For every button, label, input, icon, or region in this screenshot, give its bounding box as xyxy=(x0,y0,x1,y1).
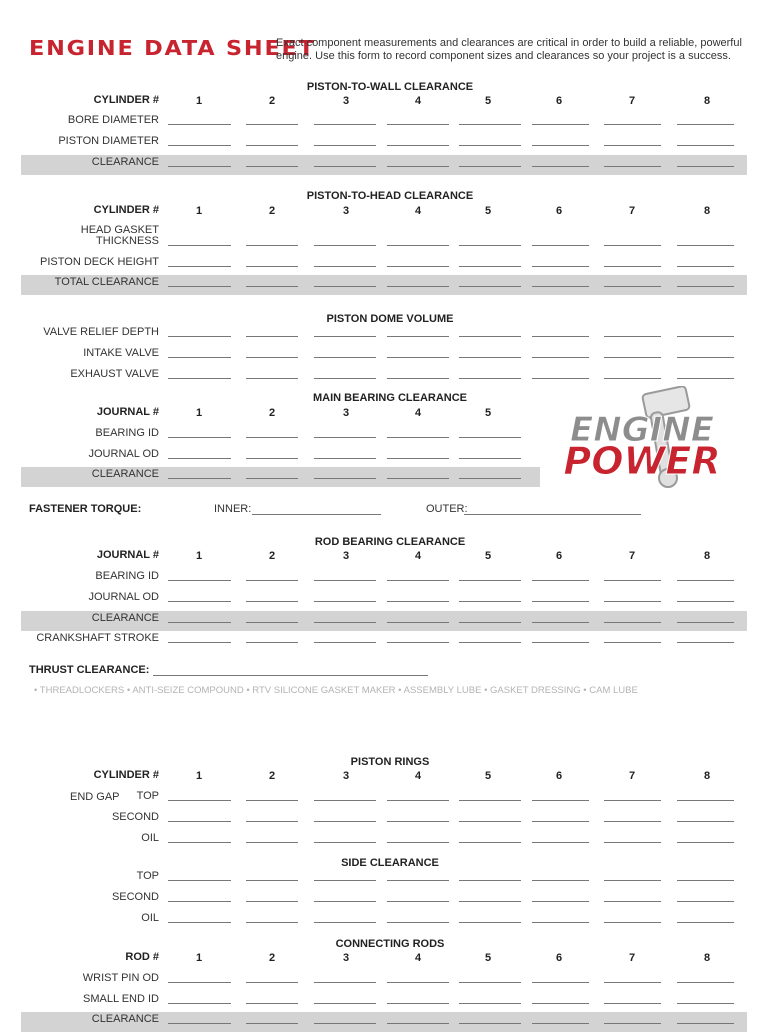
entry-field[interactable] xyxy=(168,266,231,267)
entry-field[interactable] xyxy=(246,286,298,287)
entry-field[interactable] xyxy=(168,478,231,479)
column-number: 8 xyxy=(703,770,711,782)
column-number: 1 xyxy=(195,407,203,419)
entry-field[interactable] xyxy=(604,800,661,801)
entry-field[interactable] xyxy=(314,458,376,459)
entry-field[interactable] xyxy=(532,601,589,602)
entry-field[interactable] xyxy=(604,580,661,581)
column-number: 1 xyxy=(195,205,203,217)
column-number: 2 xyxy=(268,407,276,419)
entry-field[interactable] xyxy=(677,245,734,246)
row-label: JOURNAL OD xyxy=(88,448,159,460)
column-number: 4 xyxy=(414,770,422,782)
row-label: HEAD GASKET xyxy=(80,224,159,236)
entry-field[interactable] xyxy=(532,880,589,881)
row-label: VALVE RELIEF DEPTH xyxy=(43,326,159,338)
section-title: PISTON DOME VOLUME xyxy=(326,313,454,325)
entry-field[interactable] xyxy=(314,1003,376,1004)
logo-text-power: POWER xyxy=(563,439,721,483)
entry-field[interactable] xyxy=(532,901,589,902)
entry-field[interactable] xyxy=(168,580,231,581)
entry-field[interactable] xyxy=(532,622,589,623)
entry-field[interactable] xyxy=(532,286,589,287)
entry-field[interactable] xyxy=(246,166,298,167)
entry-field[interactable] xyxy=(459,800,521,801)
entry-field[interactable] xyxy=(246,601,298,602)
entry-field[interactable] xyxy=(532,580,589,581)
entry-field[interactable] xyxy=(532,982,589,983)
entry-field[interactable] xyxy=(387,842,449,843)
column-number: 4 xyxy=(414,952,422,964)
row-label: CLEARANCE xyxy=(91,468,159,480)
entry-field[interactable] xyxy=(168,842,231,843)
column-header-label: CYLINDER # xyxy=(93,769,159,781)
row-label: THICKNESS xyxy=(96,235,159,247)
column-number: 8 xyxy=(703,550,711,562)
row-label: JOURNAL OD xyxy=(88,591,159,603)
column-number: 4 xyxy=(414,550,422,562)
entry-field[interactable] xyxy=(459,266,521,267)
column-number: 6 xyxy=(555,952,563,964)
entry-field[interactable] xyxy=(168,800,231,801)
entry-field[interactable] xyxy=(677,124,734,125)
entry-field[interactable] xyxy=(168,922,231,923)
entry-field[interactable] xyxy=(604,245,661,246)
entry-field[interactable] xyxy=(532,800,589,801)
row-label: OIL xyxy=(141,912,159,924)
entry-field[interactable] xyxy=(387,982,449,983)
section-title: PISTON-TO-HEAD CLEARANCE xyxy=(306,190,474,202)
entry-field[interactable] xyxy=(168,458,231,459)
entry-field[interactable] xyxy=(314,145,376,146)
row-label: INTAKE VALVE xyxy=(83,347,159,359)
entry-field[interactable] xyxy=(459,437,521,438)
section-title: PISTON RINGS xyxy=(350,756,430,768)
entry-field[interactable] xyxy=(532,842,589,843)
fastener-inner-label: INNER: xyxy=(214,503,252,515)
entry-field[interactable] xyxy=(604,357,661,358)
row-label: END GAP xyxy=(70,791,120,803)
entry-field[interactable] xyxy=(314,880,376,881)
entry-field[interactable] xyxy=(387,901,449,902)
entry-field[interactable] xyxy=(314,821,376,822)
entry-field[interactable] xyxy=(387,478,449,479)
column-number: 2 xyxy=(268,550,276,562)
column-number: 2 xyxy=(268,770,276,782)
entry-field[interactable] xyxy=(604,336,661,337)
thrust-clearance-label: THRUST CLEARANCE: xyxy=(29,664,150,676)
entry-field[interactable] xyxy=(604,901,661,902)
entry-field[interactable] xyxy=(532,378,589,379)
entry-field[interactable] xyxy=(168,357,231,358)
entry-field[interactable] xyxy=(459,901,521,902)
entry-field[interactable] xyxy=(604,982,661,983)
column-header-label: JOURNAL # xyxy=(96,549,159,561)
row-label: SMALL END ID xyxy=(82,993,159,1005)
entry-field[interactable] xyxy=(246,437,298,438)
section-title: SIDE CLEARANCE xyxy=(341,857,439,869)
column-number: 6 xyxy=(555,205,563,217)
column-number: 7 xyxy=(628,205,636,217)
entry-field[interactable] xyxy=(168,124,231,125)
entry-field[interactable] xyxy=(677,580,734,581)
entry-field[interactable] xyxy=(387,800,449,801)
column-number: 5 xyxy=(484,407,492,419)
entry-field[interactable] xyxy=(532,266,589,267)
entry-field[interactable] xyxy=(387,124,449,125)
section-title: CONNECTING RODS xyxy=(335,938,445,950)
entry-field[interactable] xyxy=(387,880,449,881)
row-label: CLEARANCE xyxy=(91,1013,159,1025)
column-number: 2 xyxy=(268,205,276,217)
column-number: 3 xyxy=(342,770,350,782)
entry-field[interactable] xyxy=(314,901,376,902)
row-label: OIL xyxy=(141,832,159,844)
entry-field[interactable] xyxy=(459,124,521,125)
entry-field[interactable] xyxy=(459,286,521,287)
entry-field[interactable] xyxy=(532,1003,589,1004)
entry-field[interactable] xyxy=(314,286,376,287)
entry-field[interactable] xyxy=(532,821,589,822)
entry-field[interactable] xyxy=(168,982,231,983)
row-label: WRIST PIN OD xyxy=(82,972,159,984)
entry-field[interactable] xyxy=(168,880,231,881)
column-number: 5 xyxy=(484,550,492,562)
entry-field[interactable] xyxy=(677,922,734,923)
entry-field[interactable] xyxy=(168,286,231,287)
entry-field[interactable] xyxy=(677,266,734,267)
entry-field[interactable] xyxy=(677,800,734,801)
entry-field[interactable] xyxy=(677,336,734,337)
entry-field[interactable] xyxy=(387,821,449,822)
entry-field[interactable] xyxy=(314,245,376,246)
product-list: • THREADLOCKERS • ANTI-SEIZE COMPOUND • RTV SILICONE GASKET MAKER • ASSEMBLY LUBE • GASKET DRESSING • CAM LUBE xyxy=(34,685,638,696)
thrust-clearance-field[interactable] xyxy=(153,675,428,676)
entry-field[interactable] xyxy=(532,166,589,167)
column-number: 4 xyxy=(414,205,422,217)
column-number: 2 xyxy=(268,952,276,964)
entry-field[interactable] xyxy=(246,800,298,801)
entry-field[interactable] xyxy=(314,266,376,267)
entry-field[interactable] xyxy=(532,642,589,643)
entry-field[interactable] xyxy=(387,1003,449,1004)
entry-field[interactable] xyxy=(604,124,661,125)
entry-field[interactable] xyxy=(314,642,376,643)
entry-field[interactable] xyxy=(314,601,376,602)
entry-field[interactable] xyxy=(168,821,231,822)
entry-field[interactable] xyxy=(246,124,298,125)
entry-field[interactable] xyxy=(459,880,521,881)
entry-field[interactable] xyxy=(604,1003,661,1004)
row-label: PISTON DIAMETER xyxy=(58,135,159,147)
column-number: 7 xyxy=(628,550,636,562)
entry-field[interactable] xyxy=(314,437,376,438)
entry-field[interactable] xyxy=(677,842,734,843)
fastener-outer-field[interactable] xyxy=(464,514,641,515)
row-label: TOP xyxy=(136,790,159,802)
entry-field[interactable] xyxy=(677,642,734,643)
row-label: CLEARANCE xyxy=(91,612,159,624)
intro-text: Exact component measurements and clearances are critical in order to build a reliable, powerful engine. Use this form to record component sizes and clearances so your project is a success. xyxy=(276,37,742,62)
page-title: ENGINE DATA SHEET xyxy=(29,36,316,60)
entry-field[interactable] xyxy=(604,642,661,643)
column-number: 3 xyxy=(342,952,350,964)
entry-field[interactable] xyxy=(459,1003,521,1004)
entry-field[interactable] xyxy=(604,266,661,267)
entry-field[interactable] xyxy=(604,378,661,379)
column-header-label: JOURNAL # xyxy=(96,406,159,418)
entry-field[interactable] xyxy=(168,245,231,246)
column-number: 8 xyxy=(703,952,711,964)
entry-field[interactable] xyxy=(459,580,521,581)
entry-field[interactable] xyxy=(246,580,298,581)
entry-field[interactable] xyxy=(246,378,298,379)
entry-field[interactable] xyxy=(314,336,376,337)
entry-field[interactable] xyxy=(246,821,298,822)
entry-field[interactable] xyxy=(459,458,521,459)
entry-field[interactable] xyxy=(314,124,376,125)
entry-field[interactable] xyxy=(387,437,449,438)
entry-field[interactable] xyxy=(677,601,734,602)
column-number: 8 xyxy=(703,95,711,107)
entry-field[interactable] xyxy=(459,642,521,643)
column-header-label: ROD # xyxy=(125,951,159,963)
row-label: SECOND xyxy=(111,811,159,823)
fastener-torque-label: FASTENER TORQUE: xyxy=(29,503,142,515)
entry-field[interactable] xyxy=(246,245,298,246)
fastener-outer-label: OUTER: xyxy=(426,503,468,515)
entry-field[interactable] xyxy=(168,437,231,438)
entry-field[interactable] xyxy=(532,124,589,125)
entry-field[interactable] xyxy=(459,336,521,337)
column-number: 3 xyxy=(342,205,350,217)
entry-field[interactable] xyxy=(387,601,449,602)
entry-field[interactable] xyxy=(246,458,298,459)
entry-field[interactable] xyxy=(677,166,734,167)
column-number: 2 xyxy=(268,95,276,107)
entry-field[interactable] xyxy=(168,145,231,146)
column-number: 6 xyxy=(555,95,563,107)
column-number: 4 xyxy=(414,95,422,107)
entry-field[interactable] xyxy=(387,266,449,267)
entry-field[interactable] xyxy=(604,880,661,881)
entry-field[interactable] xyxy=(532,357,589,358)
entry-field[interactable] xyxy=(387,922,449,923)
entry-field[interactable] xyxy=(246,336,298,337)
column-header-label: CYLINDER # xyxy=(93,94,159,106)
entry-field[interactable] xyxy=(677,286,734,287)
entry-field[interactable] xyxy=(459,982,521,983)
column-number: 1 xyxy=(195,95,203,107)
entry-field[interactable] xyxy=(387,622,449,623)
row-label: TOP xyxy=(136,870,159,882)
logo-text-engine: ENGINE xyxy=(570,410,714,450)
column-number: 5 xyxy=(484,95,492,107)
entry-field[interactable] xyxy=(246,922,298,923)
column-number: 3 xyxy=(342,407,350,419)
entry-field[interactable] xyxy=(168,601,231,602)
entry-field[interactable] xyxy=(459,478,521,479)
entry-field[interactable] xyxy=(246,880,298,881)
entry-field[interactable] xyxy=(387,642,449,643)
row-label: TOTAL CLEARANCE xyxy=(54,276,159,288)
row-label: CRANKSHAFT STROKE xyxy=(36,632,159,644)
entry-field[interactable] xyxy=(459,922,521,923)
entry-field[interactable] xyxy=(314,478,376,479)
entry-field[interactable] xyxy=(387,378,449,379)
row-label: PISTON DECK HEIGHT xyxy=(40,256,159,268)
entry-field[interactable] xyxy=(246,357,298,358)
column-number: 7 xyxy=(628,770,636,782)
column-number: 8 xyxy=(703,205,711,217)
entry-field[interactable] xyxy=(387,336,449,337)
section-title: ROD BEARING CLEARANCE xyxy=(314,536,466,548)
entry-field[interactable] xyxy=(677,821,734,822)
column-number: 7 xyxy=(628,95,636,107)
entry-field[interactable] xyxy=(387,458,449,459)
entry-field[interactable] xyxy=(246,642,298,643)
column-number: 6 xyxy=(555,550,563,562)
column-number: 5 xyxy=(484,770,492,782)
entry-field[interactable] xyxy=(677,901,734,902)
entry-field[interactable] xyxy=(459,245,521,246)
column-number: 3 xyxy=(342,95,350,107)
entry-field[interactable] xyxy=(459,601,521,602)
entry-field[interactable] xyxy=(168,642,231,643)
row-label: EXHAUST VALVE xyxy=(70,368,159,380)
entry-field[interactable] xyxy=(314,922,376,923)
entry-field[interactable] xyxy=(168,378,231,379)
entry-field[interactable] xyxy=(604,286,661,287)
entry-field[interactable] xyxy=(246,1003,298,1004)
entry-field[interactable] xyxy=(314,166,376,167)
entry-field[interactable] xyxy=(532,922,589,923)
entry-field[interactable] xyxy=(314,357,376,358)
column-header-label: CYLINDER # xyxy=(93,204,159,216)
entry-field[interactable] xyxy=(314,580,376,581)
entry-field[interactable] xyxy=(532,245,589,246)
entry-field[interactable] xyxy=(677,145,734,146)
entry-field[interactable] xyxy=(677,880,734,881)
entry-field[interactable] xyxy=(459,145,521,146)
entry-field[interactable] xyxy=(314,800,376,801)
entry-field[interactable] xyxy=(604,166,661,167)
row-label: BORE DIAMETER xyxy=(67,114,159,126)
row-label: CLEARANCE xyxy=(91,156,159,168)
column-number: 3 xyxy=(342,550,350,562)
entry-field[interactable] xyxy=(677,982,734,983)
entry-field[interactable] xyxy=(246,478,298,479)
entry-field[interactable] xyxy=(246,901,298,902)
entry-field[interactable] xyxy=(459,842,521,843)
entry-field[interactable] xyxy=(168,1003,231,1004)
entry-field[interactable] xyxy=(168,901,231,902)
entry-field[interactable] xyxy=(604,601,661,602)
entry-field[interactable] xyxy=(604,842,661,843)
entry-field[interactable] xyxy=(532,336,589,337)
entry-field[interactable] xyxy=(387,145,449,146)
entry-field[interactable] xyxy=(387,580,449,581)
entry-field[interactable] xyxy=(246,266,298,267)
entry-field[interactable] xyxy=(387,166,449,167)
entry-field[interactable] xyxy=(168,622,231,623)
entry-field[interactable] xyxy=(246,622,298,623)
entry-field[interactable] xyxy=(246,842,298,843)
entry-field[interactable] xyxy=(246,145,298,146)
entry-field[interactable] xyxy=(677,622,734,623)
section-title: PISTON-TO-WALL CLEARANCE xyxy=(306,81,474,93)
entry-field[interactable] xyxy=(168,336,231,337)
column-number: 1 xyxy=(195,952,203,964)
entry-field[interactable] xyxy=(387,245,449,246)
entry-field[interactable] xyxy=(677,357,734,358)
entry-field[interactable] xyxy=(677,378,734,379)
entry-field[interactable] xyxy=(168,166,231,167)
entry-field[interactable] xyxy=(314,378,376,379)
entry-field[interactable] xyxy=(604,922,661,923)
entry-field[interactable] xyxy=(246,982,298,983)
entry-field[interactable] xyxy=(314,622,376,623)
column-number: 5 xyxy=(484,952,492,964)
entry-field[interactable] xyxy=(532,145,589,146)
entry-field[interactable] xyxy=(314,842,376,843)
entry-field[interactable] xyxy=(604,145,661,146)
entry-field[interactable] xyxy=(459,821,521,822)
entry-field[interactable] xyxy=(604,622,661,623)
column-number: 1 xyxy=(195,770,203,782)
column-number: 5 xyxy=(484,205,492,217)
fastener-inner-field[interactable] xyxy=(252,514,381,515)
column-number: 4 xyxy=(414,407,422,419)
row-label: BEARING ID xyxy=(95,570,159,582)
section-title: MAIN BEARING CLEARANCE xyxy=(313,392,467,404)
entry-field[interactable] xyxy=(459,378,521,379)
column-number: 1 xyxy=(195,550,203,562)
entry-field[interactable] xyxy=(604,821,661,822)
entry-field[interactable] xyxy=(387,357,449,358)
row-label: BEARING ID xyxy=(95,427,159,439)
entry-field[interactable] xyxy=(459,357,521,358)
entry-field[interactable] xyxy=(677,1003,734,1004)
column-number: 7 xyxy=(628,952,636,964)
entry-field[interactable] xyxy=(387,286,449,287)
engine-power-logo xyxy=(548,386,736,492)
entry-field[interactable] xyxy=(459,622,521,623)
entry-field[interactable] xyxy=(459,166,521,167)
row-label: SECOND xyxy=(111,891,159,903)
entry-field[interactable] xyxy=(314,982,376,983)
column-number: 6 xyxy=(555,770,563,782)
